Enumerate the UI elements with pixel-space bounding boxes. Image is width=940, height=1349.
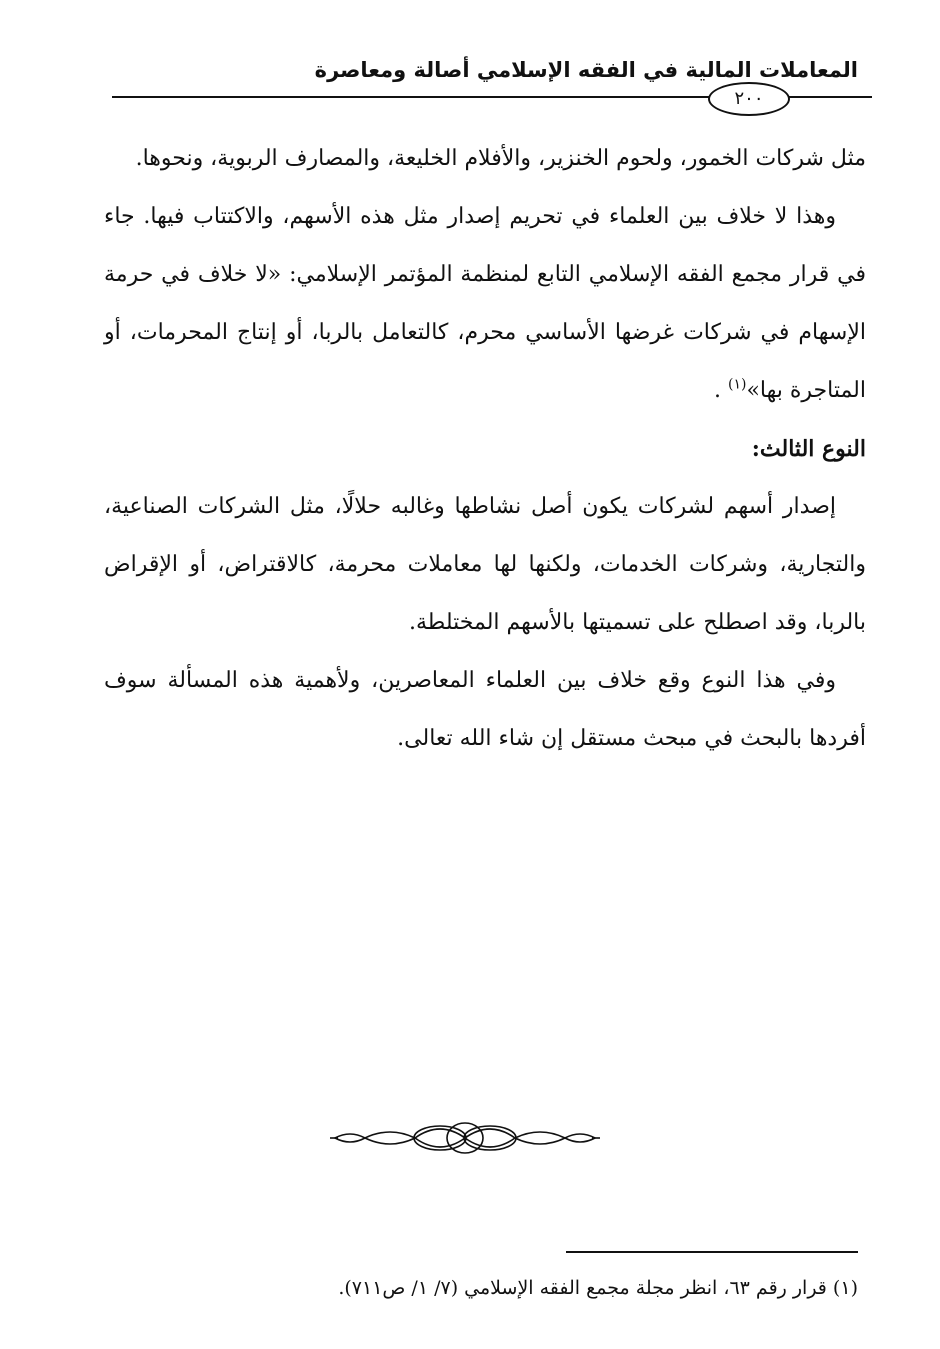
footnote-1: (١) قرار رقم ٦٣، انظر مجلة مجمع الفقه الإسلامي (٧/ ١/ ص٧١١). [338, 1277, 858, 1299]
paragraph-1: مثل شركات الخمور، ولحوم الخنزير، والأفلام الخليعة، والمصارف الربوية، ونحوها. [135, 146, 866, 171]
paragraph-2 [104, 188, 866, 420]
paragraph-2-text: وهذا لا خلاف بين العلماء في تحريم إصدار مثل هذه الأسهم، والاكتتاب فيها. جاء في قرار مجمع الفقه الإسلامي التابع لمنظمة المؤتمر الإسلامي: «لا خلاف في حرمة الإسهام في شركات غرضها الأساسي محرم، كالتعامل بالربا، أو إنتاج المحرمات، أو المتاجرة بها» [104, 204, 866, 403]
ornament-divider [330, 1118, 600, 1158]
main-text [104, 130, 866, 768]
paragraph-3: إصدار أسهم لشركات يكون أصل نشاطها وغالبه حلالًا، مثل الشركات الصناعية، والتجارية، وشركات الخدمات، ولكنها لها معاملات محرمة، كالاقتراض، أو الإقراض بالربا، وقد اصطلح على تسميتها بالأسهم المختلطة. [104, 494, 866, 635]
footnote-reference: (١) [727, 376, 747, 393]
footnote-separator [566, 1251, 858, 1253]
running-header-title: المعاملات المالية في الفقه الإسلامي أصالة ومعاصرة [314, 58, 858, 82]
paragraph-4: وفي هذا النوع وقع خلاف بين العلماء المعاصرين، ولأهمية هذه المسألة سوف أفردها بالبحث في مبحث مستقل إن شاء الله تعالى. [104, 668, 866, 751]
section-heading: النوع الثالث: [751, 436, 866, 462]
page-number: ٢٠٠ [708, 82, 790, 116]
paragraph-2-end: . [713, 378, 721, 403]
